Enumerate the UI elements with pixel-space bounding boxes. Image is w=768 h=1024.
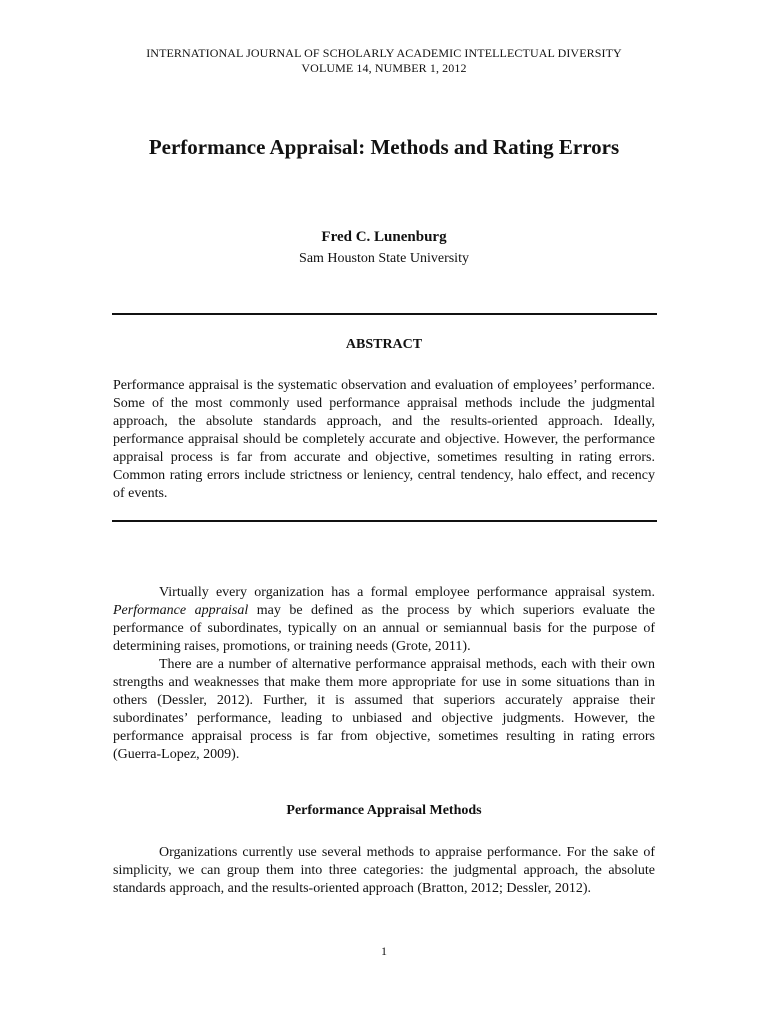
journal-name: INTERNATIONAL JOURNAL OF SCHOLARLY ACADEMIC INTELLECTUAL DIVERSITY [146,46,622,60]
paper-title: Performance Appraisal: Methods and Rating Errors [148,135,620,159]
abstract-bottom-rule [112,520,657,522]
running-header [0,46,768,76]
page-number: 1 [381,944,387,958]
author-affiliation: Sam Houston State University [299,251,469,266]
body-paragraph-2: There are a number of alternative performance appraisal methods, each with their own strengths and weaknesses that make them more appropriate for use in some situations than in others (Dessler, 2012). Further, it is assumed that superiors accurately appraise their subordinates’ performance, leading to unbiased and objective judgments. However, the performance appraisal process is far from objective, sometimes resulting in rating errors (Guerra-Lopez, 2009). [113,657,655,762]
body-paragraph-1-lead: Virtually every organization has a formal employee performance appraisal system. [159,585,655,600]
abstract-text: Performance appraisal is the systematic observation and evaluation of employees’ performance. Some of the most commonly used performance appraisal methods include the judgmental approach, the absolute standards approach, and the results-oriented approach. Ideally, performance appraisal should be completely accurate and objective. However, the performance appraisal process is far from accurate and objective, sometimes resulting in rating errors. Common rating errors include strictness or leniency, central tendency, halo effect, and recency of events. [113,378,655,501]
body-paragraph-1 [113,584,655,656]
volume-info: VOLUME 14, NUMBER 1, 2012 [301,61,467,75]
section-heading: Performance Appraisal Methods [286,803,482,818]
body-paragraph-1-rest: may be defined as the process by which superiors evaluate the performance of subordinates, typically on an annual or semiannual basis for the purpose of determining raises, promotions, or training needs (Grote, 2011). [113,603,656,654]
body-paragraph-3: Organizations currently use several methods to appraise performance. For the sake of simplicity, we can group them into three categories: the judgmental approach, the absolute standards approach, and the results-oriented approach (Bratton, 2012; Dessler, 2012). [113,845,655,896]
author-name: Fred C. Lunenburg [321,229,447,245]
abstract-heading: ABSTRACT [345,337,423,352]
defined-term: Performance appraisal [113,603,249,618]
abstract-top-rule [112,313,657,315]
